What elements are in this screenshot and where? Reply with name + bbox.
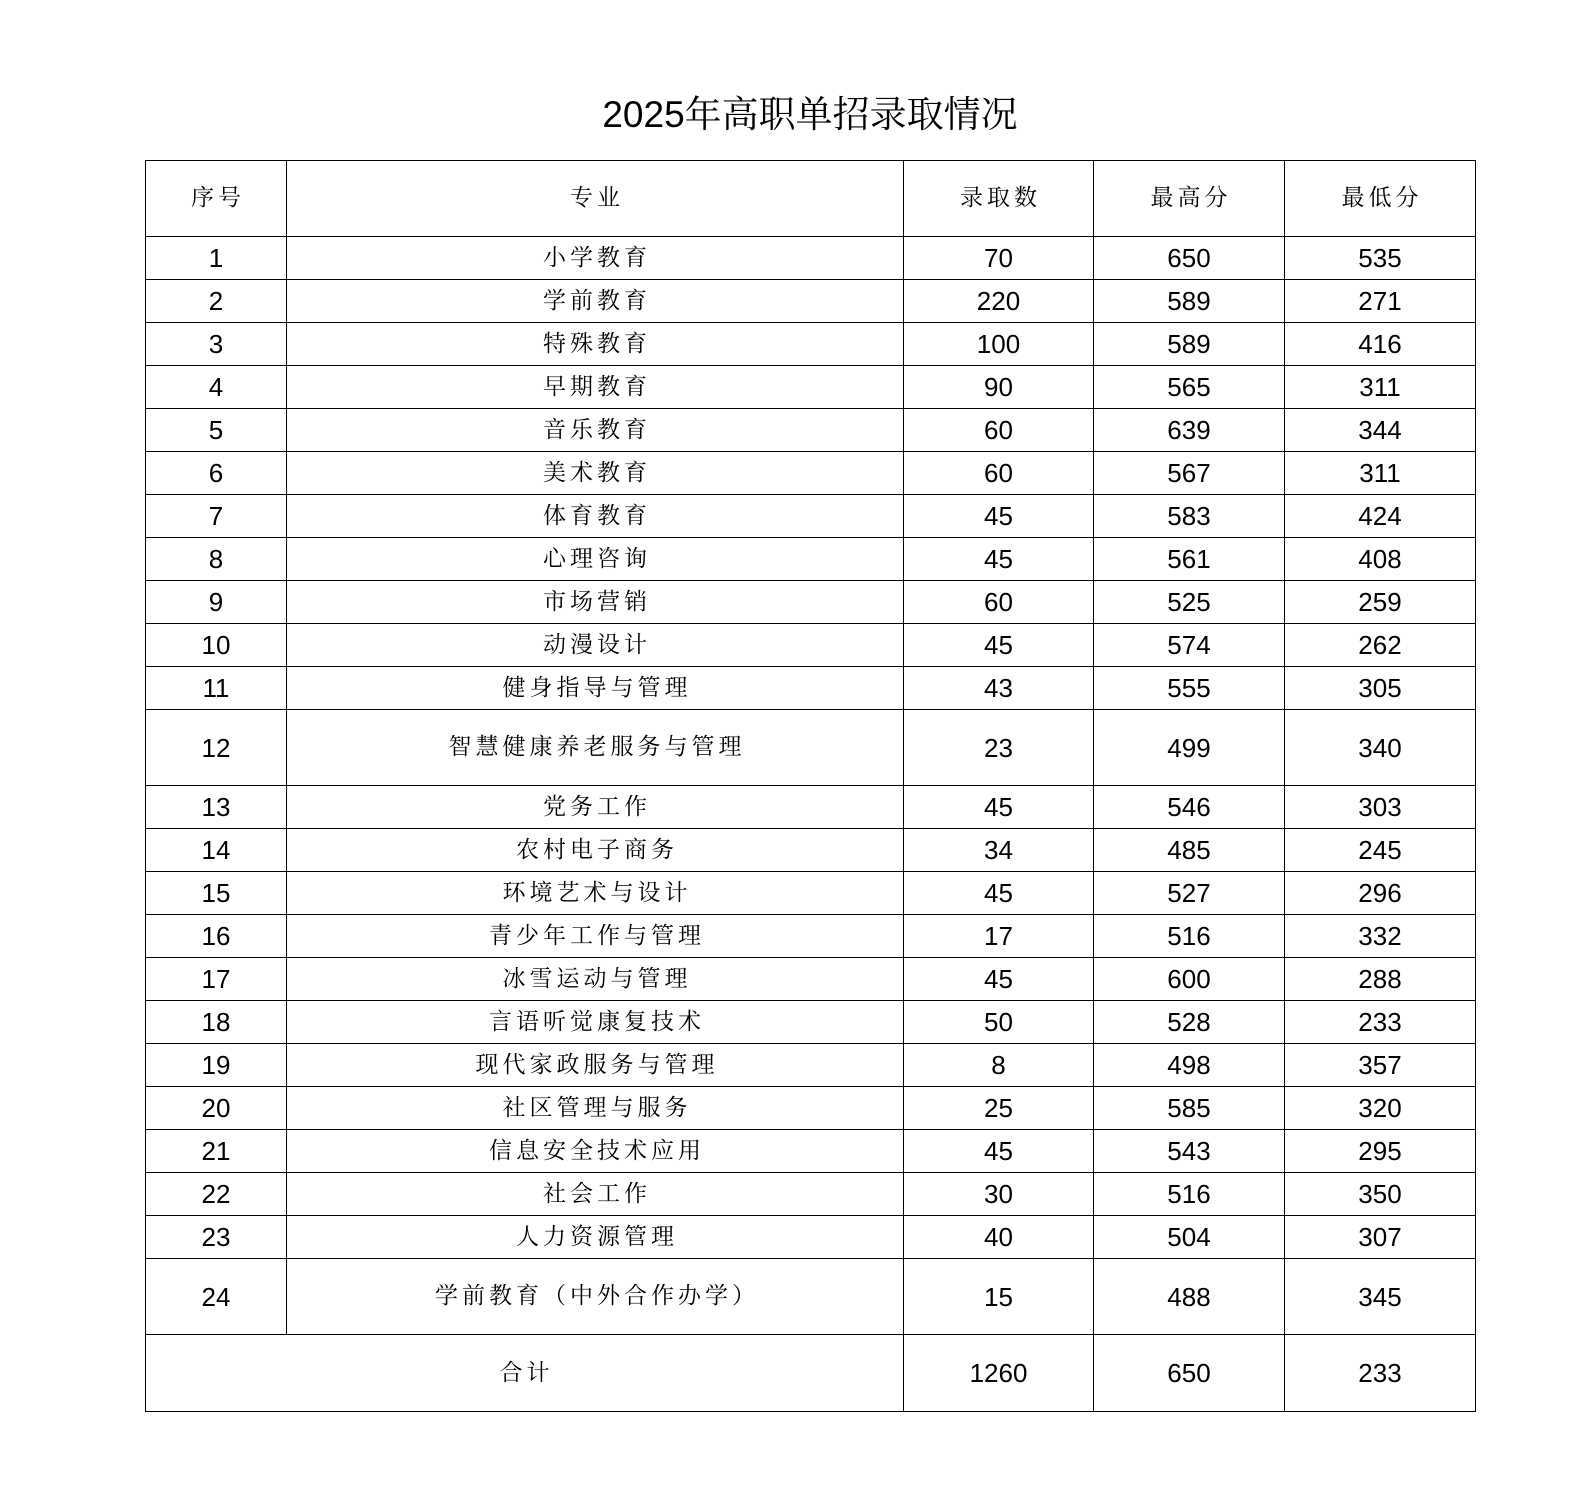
admission-table (145, 160, 1476, 1412)
cell-max-score: 567 (1094, 452, 1285, 495)
cell-min-score: 332 (1285, 915, 1476, 958)
cell-major: 体育教育 (287, 495, 904, 538)
cell-major: 社会工作 (287, 1173, 904, 1216)
total-admitted: 1260 (904, 1335, 1094, 1412)
cell-max-score: 504 (1094, 1216, 1285, 1259)
page-title: 2025年高职单招录取情况 (602, 94, 1018, 135)
table-row (146, 1259, 1476, 1335)
cell-admitted: 45 (904, 538, 1094, 581)
cell-no: 12 (146, 710, 287, 786)
cell-major: 早期教育 (287, 366, 904, 409)
cell-no: 19 (146, 1044, 287, 1087)
cell-no: 1 (146, 237, 287, 280)
cell-min-score: 295 (1285, 1130, 1476, 1173)
cell-no: 11 (146, 667, 287, 710)
table-row (146, 452, 1476, 495)
cell-admitted: 23 (904, 710, 1094, 786)
cell-min-score: 340 (1285, 710, 1476, 786)
cell-min-score: 408 (1285, 538, 1476, 581)
cell-no: 17 (146, 958, 287, 1001)
cell-min-score: 350 (1285, 1173, 1476, 1216)
cell-major: 美术教育 (287, 452, 904, 495)
cell-min-score: 344 (1285, 409, 1476, 452)
cell-min-score: 245 (1285, 829, 1476, 872)
cell-major: 心理咨询 (287, 538, 904, 581)
cell-admitted: 45 (904, 958, 1094, 1001)
cell-max-score: 565 (1094, 366, 1285, 409)
table-row (146, 237, 1476, 280)
cell-max-score: 555 (1094, 667, 1285, 710)
cell-admitted: 100 (904, 323, 1094, 366)
cell-major: 言语听觉康复技术 (287, 1001, 904, 1044)
cell-major: 市场营销 (287, 581, 904, 624)
cell-max-score: 527 (1094, 872, 1285, 915)
cell-max-score: 488 (1094, 1259, 1285, 1335)
cell-no: 4 (146, 366, 287, 409)
table-row (146, 1044, 1476, 1087)
cell-min-score: 262 (1285, 624, 1476, 667)
cell-min-score: 357 (1285, 1044, 1476, 1087)
cell-min-score: 311 (1285, 452, 1476, 495)
cell-min-score: 320 (1285, 1087, 1476, 1130)
cell-no: 22 (146, 1173, 287, 1216)
cell-major: 党务工作 (287, 786, 904, 829)
cell-no: 2 (146, 280, 287, 323)
cell-no: 20 (146, 1087, 287, 1130)
cell-min-score: 271 (1285, 280, 1476, 323)
table-row (146, 1001, 1476, 1044)
table-row (146, 495, 1476, 538)
cell-admitted: 15 (904, 1259, 1094, 1335)
cell-no: 7 (146, 495, 287, 538)
cell-max-score: 574 (1094, 624, 1285, 667)
cell-admitted: 43 (904, 667, 1094, 710)
cell-major: 音乐教育 (287, 409, 904, 452)
cell-min-score: 233 (1285, 1001, 1476, 1044)
cell-max-score: 528 (1094, 1001, 1285, 1044)
cell-admitted: 34 (904, 829, 1094, 872)
cell-no: 5 (146, 409, 287, 452)
header-cell-min-score: 最低分 (1285, 161, 1476, 237)
cell-admitted: 60 (904, 452, 1094, 495)
cell-admitted: 45 (904, 872, 1094, 915)
table-row (146, 624, 1476, 667)
table-row (146, 323, 1476, 366)
table-row (146, 1216, 1476, 1259)
cell-major: 人力资源管理 (287, 1216, 904, 1259)
cell-admitted: 45 (904, 624, 1094, 667)
cell-major: 智慧健康养老服务与管理 (287, 710, 904, 786)
table-row (146, 409, 1476, 452)
cell-max-score: 585 (1094, 1087, 1285, 1130)
cell-min-score: 259 (1285, 581, 1476, 624)
total-row (146, 1335, 1476, 1412)
total-label: 合计 (146, 1335, 904, 1412)
cell-no: 18 (146, 1001, 287, 1044)
table-row (146, 786, 1476, 829)
cell-no: 13 (146, 786, 287, 829)
cell-major: 学前教育 (287, 280, 904, 323)
cell-admitted: 60 (904, 581, 1094, 624)
cell-admitted: 220 (904, 280, 1094, 323)
cell-max-score: 498 (1094, 1044, 1285, 1087)
total-max-score: 650 (1094, 1335, 1285, 1412)
cell-min-score: 296 (1285, 872, 1476, 915)
header-cell-admitted: 录取数 (904, 161, 1094, 237)
cell-major: 社区管理与服务 (287, 1087, 904, 1130)
cell-major: 小学教育 (287, 237, 904, 280)
table-row (146, 710, 1476, 786)
cell-major: 学前教育（中外合作办学） (287, 1259, 904, 1335)
cell-no: 23 (146, 1216, 287, 1259)
cell-max-score: 499 (1094, 710, 1285, 786)
table-row (146, 1173, 1476, 1216)
cell-admitted: 50 (904, 1001, 1094, 1044)
cell-major: 青少年工作与管理 (287, 915, 904, 958)
cell-max-score: 561 (1094, 538, 1285, 581)
cell-no: 14 (146, 829, 287, 872)
cell-admitted: 17 (904, 915, 1094, 958)
cell-admitted: 8 (904, 1044, 1094, 1087)
cell-no: 9 (146, 581, 287, 624)
cell-min-score: 305 (1285, 667, 1476, 710)
table-header-row (146, 161, 1476, 237)
table-row (146, 366, 1476, 409)
cell-no: 15 (146, 872, 287, 915)
cell-max-score: 485 (1094, 829, 1285, 872)
header-cell-max-score: 最高分 (1094, 161, 1285, 237)
cell-no: 16 (146, 915, 287, 958)
cell-max-score: 589 (1094, 280, 1285, 323)
cell-max-score: 516 (1094, 1173, 1285, 1216)
cell-min-score: 288 (1285, 958, 1476, 1001)
cell-admitted: 45 (904, 786, 1094, 829)
table-row (146, 1087, 1476, 1130)
header-cell-major: 专业 (287, 161, 904, 237)
cell-min-score: 303 (1285, 786, 1476, 829)
cell-max-score: 516 (1094, 915, 1285, 958)
cell-no: 3 (146, 323, 287, 366)
cell-major: 冰雪运动与管理 (287, 958, 904, 1001)
cell-admitted: 60 (904, 409, 1094, 452)
cell-max-score: 546 (1094, 786, 1285, 829)
table-body (146, 237, 1476, 1335)
cell-no: 6 (146, 452, 287, 495)
cell-min-score: 307 (1285, 1216, 1476, 1259)
cell-no: 10 (146, 624, 287, 667)
cell-max-score: 600 (1094, 958, 1285, 1001)
cell-admitted: 25 (904, 1087, 1094, 1130)
cell-min-score: 424 (1285, 495, 1476, 538)
table-row (146, 280, 1476, 323)
cell-admitted: 40 (904, 1216, 1094, 1259)
cell-min-score: 311 (1285, 366, 1476, 409)
cell-major: 环境艺术与设计 (287, 872, 904, 915)
cell-no: 24 (146, 1259, 287, 1335)
cell-max-score: 589 (1094, 323, 1285, 366)
cell-major: 农村电子商务 (287, 829, 904, 872)
header-cell-no: 序号 (146, 161, 287, 237)
cell-major: 健身指导与管理 (287, 667, 904, 710)
cell-max-score: 639 (1094, 409, 1285, 452)
cell-major: 特殊教育 (287, 323, 904, 366)
cell-no: 8 (146, 538, 287, 581)
cell-admitted: 30 (904, 1173, 1094, 1216)
cell-max-score: 525 (1094, 581, 1285, 624)
table-row (146, 667, 1476, 710)
table-row (146, 872, 1476, 915)
table-row (146, 829, 1476, 872)
cell-admitted: 45 (904, 1130, 1094, 1173)
table-row (146, 1130, 1476, 1173)
table-row (146, 538, 1476, 581)
cell-admitted: 45 (904, 495, 1094, 538)
cell-admitted: 70 (904, 237, 1094, 280)
cell-major: 动漫设计 (287, 624, 904, 667)
table-row (146, 915, 1476, 958)
cell-max-score: 583 (1094, 495, 1285, 538)
table-row (146, 958, 1476, 1001)
cell-min-score: 416 (1285, 323, 1476, 366)
cell-major: 现代家政服务与管理 (287, 1044, 904, 1087)
cell-major: 信息安全技术应用 (287, 1130, 904, 1173)
table-row (146, 581, 1476, 624)
cell-min-score: 345 (1285, 1259, 1476, 1335)
cell-max-score: 650 (1094, 237, 1285, 280)
total-min-score: 233 (1285, 1335, 1476, 1412)
cell-min-score: 535 (1285, 237, 1476, 280)
cell-no: 21 (146, 1130, 287, 1173)
cell-max-score: 543 (1094, 1130, 1285, 1173)
cell-admitted: 90 (904, 366, 1094, 409)
